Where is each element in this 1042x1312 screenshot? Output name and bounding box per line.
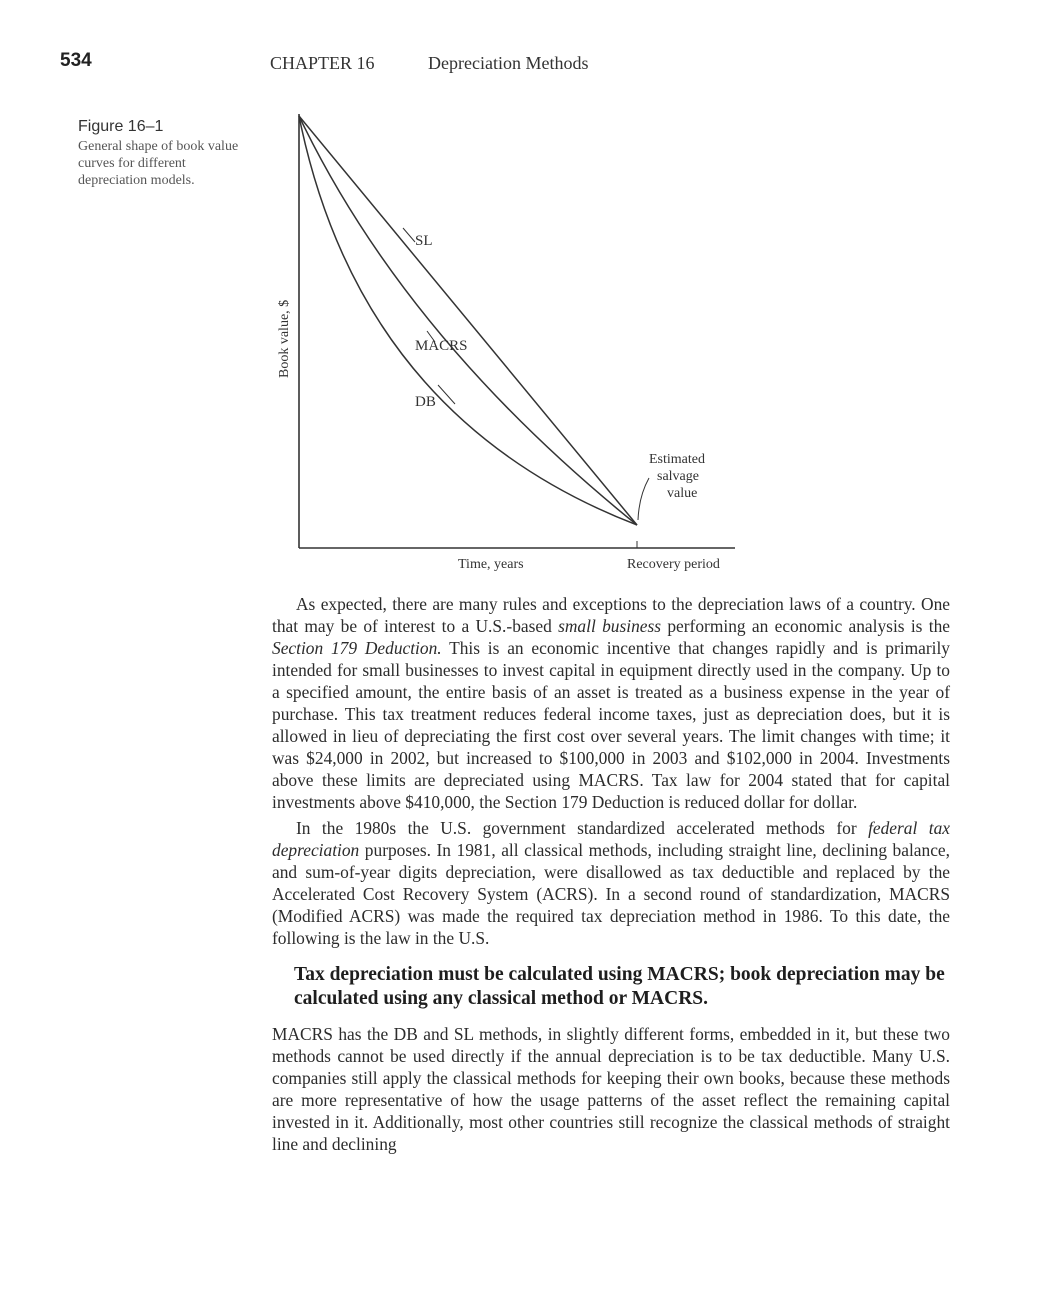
figure-caption-text: General shape of book value curves for different depreciation models. bbox=[78, 139, 239, 188]
recovery-period-label: Recovery period bbox=[627, 557, 720, 572]
book-value-figure bbox=[255, 108, 755, 578]
paragraph-2 bbox=[272, 817, 950, 949]
paragraph-3: MACRS has the DB and SL methods, in slightly different forms, embedded in it, but these two methods cannot be used directly if the annual depreciation is to be tax deductible. Many U.S. companies still apply the classical methods for keeping their own books, because these methods are more representative of how the usage patterns of the asset reflect the remaining capital invested in it. Additionally, most other countries still recognize the classical methods of straight line and declining bbox=[272, 1024, 950, 1154]
body-text bbox=[272, 593, 950, 1155]
db-label: DB bbox=[415, 394, 436, 410]
p1-text-2: performing an economic analysis is the bbox=[661, 616, 950, 636]
figure-label: Figure 16–1 bbox=[78, 118, 164, 135]
p1-text-1: As expected, there are many rules and exceptions to the depreciation laws of a country. One that may be of interest to a U.S.-based bbox=[272, 594, 950, 636]
salvage-line-1: Estimated bbox=[649, 452, 705, 467]
macrs-label: MACRS bbox=[415, 338, 468, 354]
page-number: 534 bbox=[60, 50, 92, 71]
p1-emphasis-1: small business bbox=[558, 616, 662, 636]
p2-text-1: In the 1980s the U.S. government standardized accelerated methods for bbox=[296, 818, 869, 838]
figure-caption bbox=[78, 118, 258, 189]
sl-label: SL bbox=[415, 233, 433, 249]
salvage-leader bbox=[638, 478, 649, 520]
sl-leader bbox=[403, 228, 415, 242]
sl-curve bbox=[299, 116, 637, 525]
y-axis-label: Book value, $ bbox=[277, 299, 292, 378]
chapter-title: Depreciation Methods bbox=[428, 53, 589, 73]
p2-emphasis-1: federal tax depreciation bbox=[272, 818, 950, 860]
db-leader bbox=[438, 385, 455, 404]
x-axis-label: Time, years bbox=[458, 557, 524, 572]
salvage-line-3: value bbox=[667, 486, 698, 501]
paragraph-1 bbox=[272, 593, 950, 813]
highlighted-rule: Tax depreciation must be calculated using MACRS; book depreciation may be calculated using any classical method or MACRS. bbox=[294, 964, 945, 1009]
p1-emphasis-2: Section 179 Deduction. bbox=[272, 638, 442, 658]
p1-text-3: This is an economic incentive that changes rapidly and is primarily intended for small businesses to invest capital in equipment directly used in the company. Up to a specified amount, the entire basis of an asset is treated as a business expense in the year of purchase. This tax treatment reduces federal income taxes, just as depreciation does, but it is allowed in lieu of depreciating the first cost over several years. The limit changes with time; it was $24,000 in 2002, but increased to $100,000 in 2003 and $102,000 in 2004. Investments above these limits are depreciated using MACRS. Tax law for 2004 stated that for capital investments above $410,000, the Section 179 Deduction is reduced dollar for dollar. bbox=[272, 638, 950, 812]
salvage-line-2: salvage bbox=[657, 469, 699, 484]
p2-text-2: purposes. In 1981, all classical methods, including straight line, declining balance, and sum-of-year digits depreciation, were disallowed as tax deductible and replaced by the Accelerated Cost Recovery System (ACRS). In a second round of standardization, MACRS (Modified ACRS) was made the required tax depreciation method in 1986. To this date, the following is the law in the U.S. bbox=[272, 840, 950, 948]
chapter-label: CHAPTER 16 bbox=[270, 53, 375, 73]
